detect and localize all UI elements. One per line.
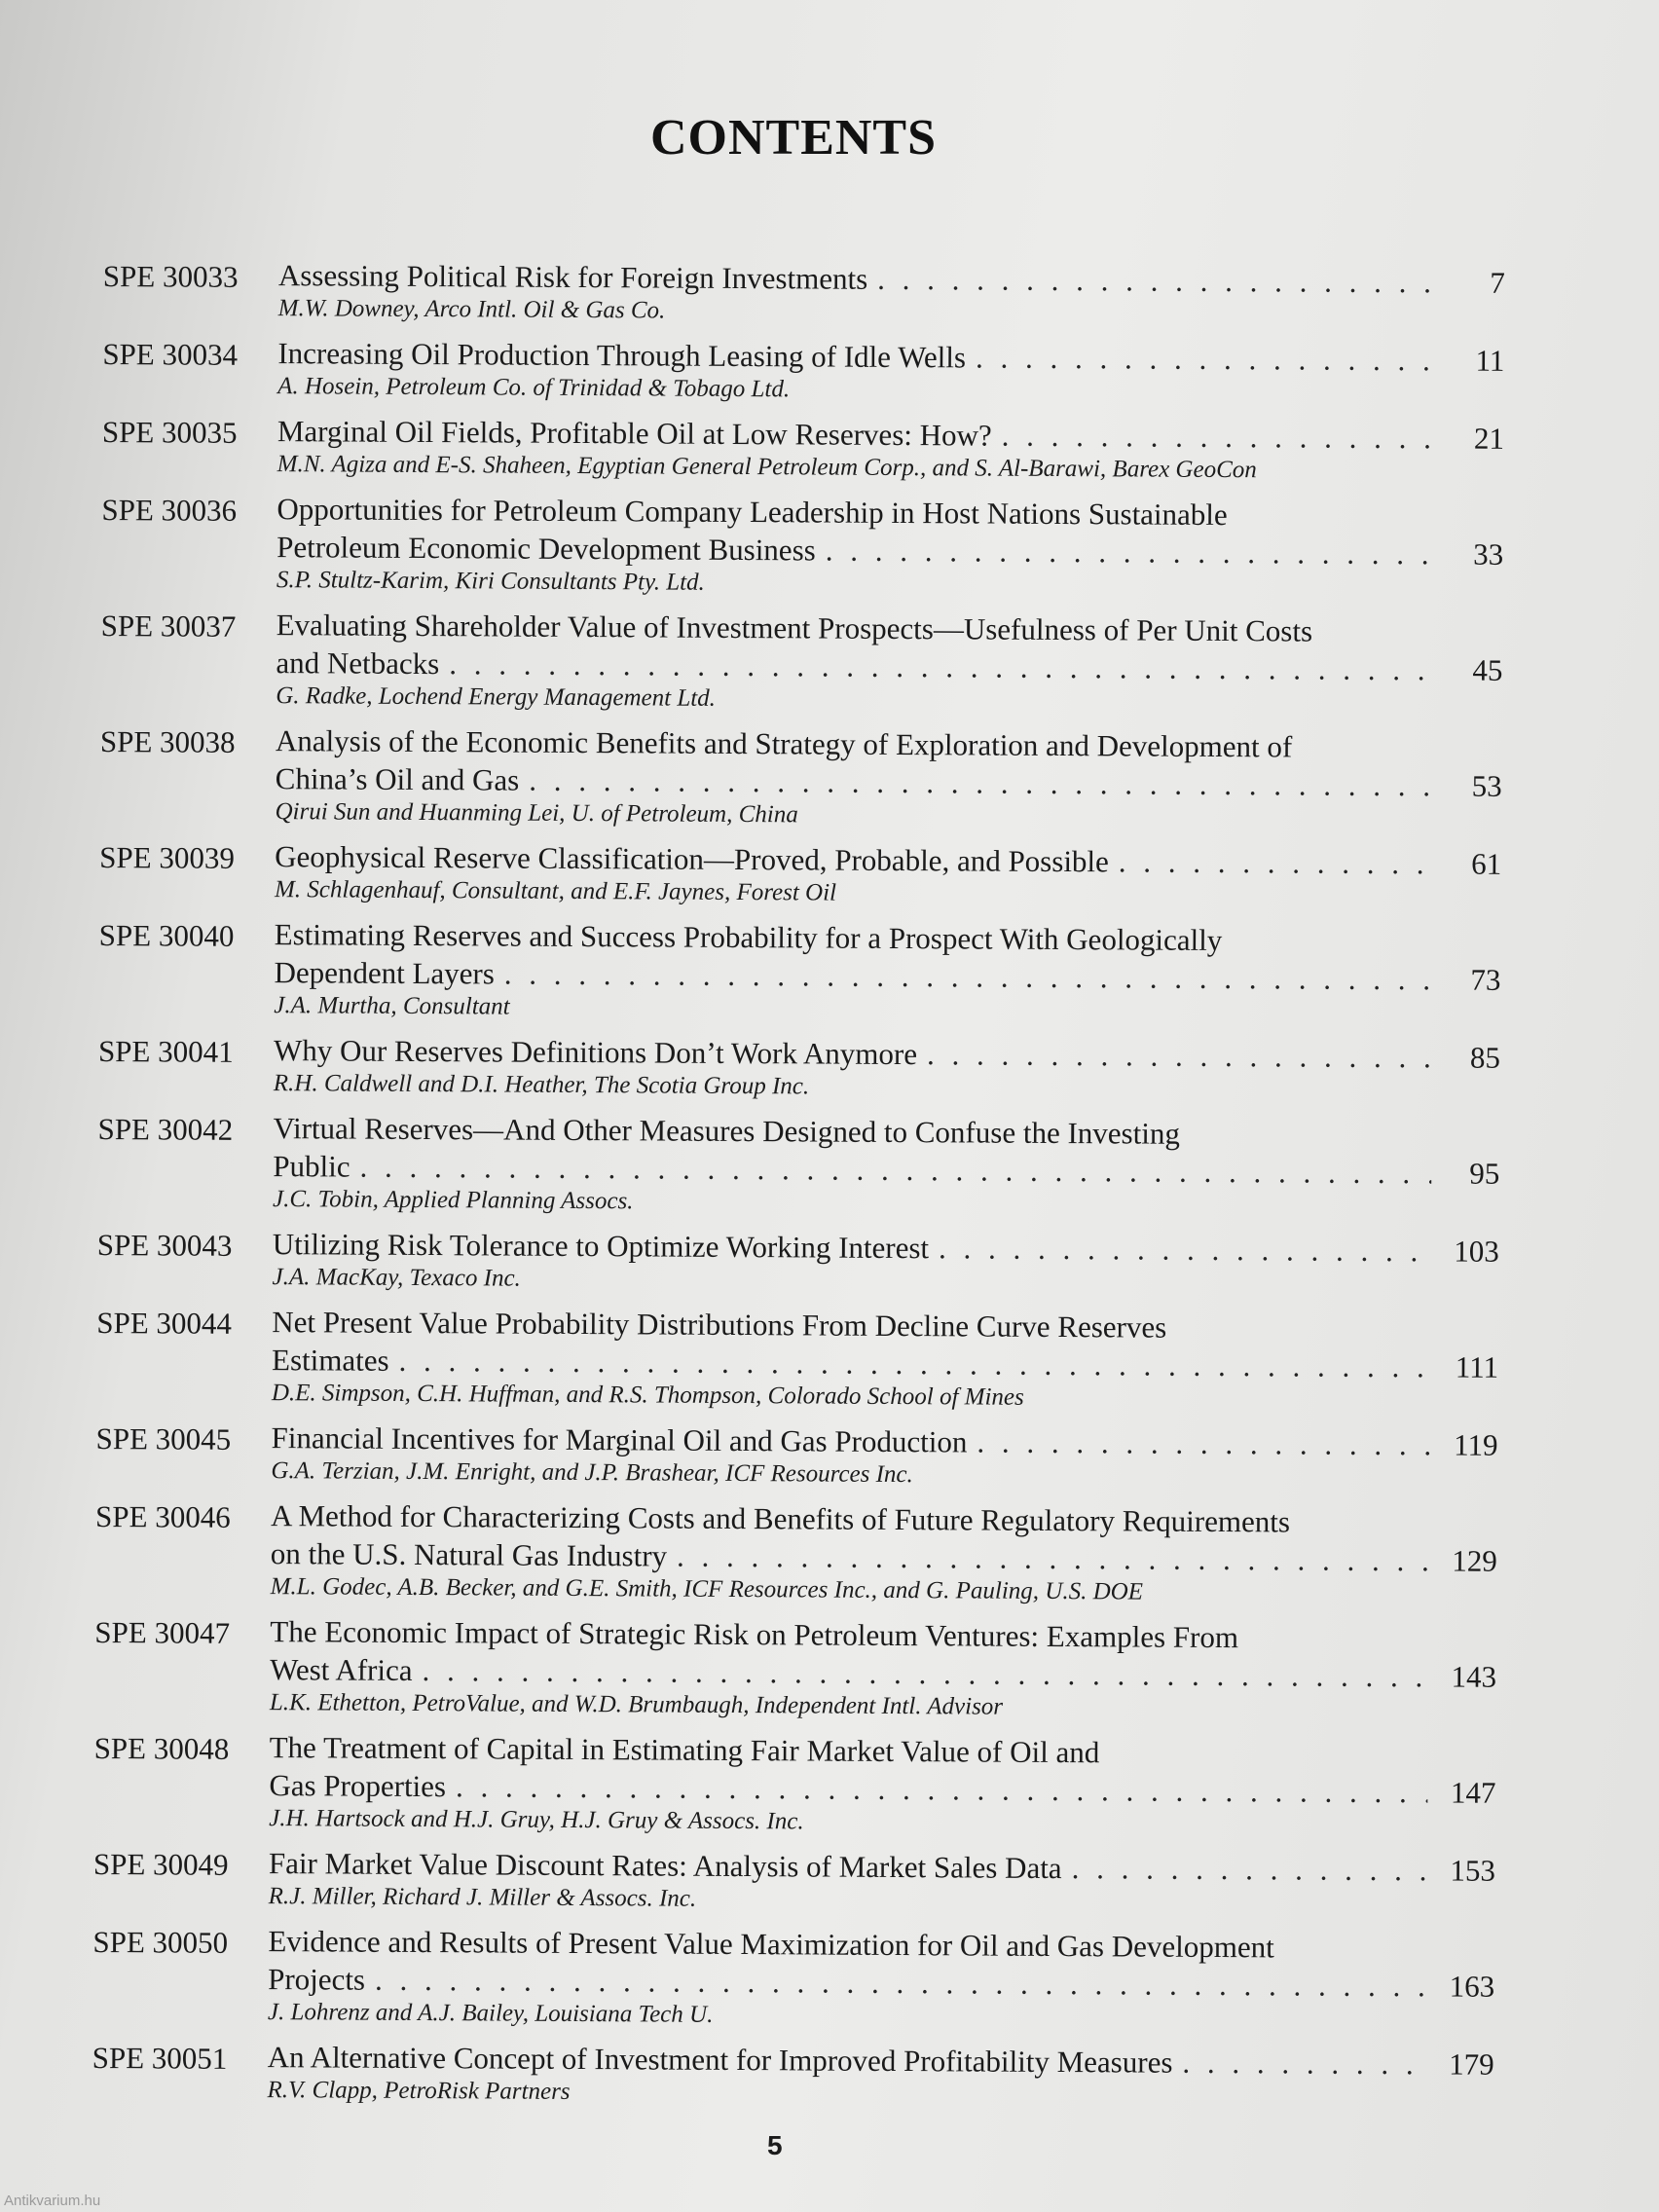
paper-code: SPE 30048 — [93, 1730, 230, 1766]
toc-entry — [92, 2037, 1493, 2113]
paper-title-line: Virtual Reserves—And Other Measures Designed to Confuse the Investing — [273, 1111, 1181, 1151]
paper-title-line: Dependent Layers — [274, 955, 495, 991]
paper-code: SPE 30042 — [97, 1111, 234, 1147]
dot-leader — [359, 1148, 1431, 1193]
paper-code: SPE 30036 — [101, 492, 238, 528]
toc-entry — [92, 1921, 1495, 2035]
page-reference: 73 — [1470, 962, 1501, 997]
dot-leader — [877, 260, 1437, 302]
paper-authors: R.J. Miller, Richard J. Miller & Assocs. Inc. — [268, 1883, 697, 1912]
paper-authors: J.H. Hartsock and H.J. Gruy, H.J. Gruy & Assocs. Inc. — [269, 1805, 804, 1835]
toc-entry — [100, 605, 1503, 719]
paper-title-line: Estimating Reserves and Success Probability for a Prospect With Geologically — [274, 917, 1223, 958]
paper-authors: M. Schlagenhauf, Consultant, and E.F. Jaynes, Forest Oil — [274, 876, 837, 906]
paper-title-line: Petroleum Economic Development Business — [276, 530, 816, 568]
paper-title-line: Analysis of the Economic Benefits and Strategy of Exploration and Development of — [275, 723, 1293, 764]
paper-title-line: Fair Market Value Discount Rates: Analysis of Market Sales Data — [268, 1846, 1062, 1886]
toc-entry — [96, 1302, 1499, 1416]
dot-leader — [375, 1961, 1426, 2006]
page-reference: 179 — [1449, 2046, 1494, 2082]
toc-entry — [97, 1224, 1499, 1300]
toc-entry — [103, 255, 1505, 331]
paper-authors: M.L. Godec, A.B. Becker, and G.E. Smith, ICF Resources Inc., and G. Pauling, U.S. DOE — [270, 1573, 1144, 1605]
paper-code: SPE 30033 — [102, 258, 239, 294]
paper-title-line: and Netbacks — [276, 645, 440, 682]
paper-title-line: Geophysical Reserve Classification—Proved, Probable, and Possible — [275, 839, 1109, 879]
toc-entry — [95, 1495, 1498, 1609]
toc-entry — [99, 836, 1501, 912]
paper-authors: Qirui Sun and Huanming Lei, U. of Petroleum, China — [275, 798, 798, 829]
paper-code: SPE 30047 — [94, 1614, 231, 1650]
dot-leader — [1072, 1849, 1427, 1889]
paper-code: SPE 30051 — [92, 2040, 228, 2076]
paper-title-line: Why Our Reserves Definitions Don’t Work Anymore — [273, 1033, 918, 1072]
paper-authors: R.H. Caldwell and D.I. Heather, The Scotia Group Inc. — [273, 1070, 810, 1100]
paper-authors: G. Radke, Lochend Energy Management Ltd. — [276, 682, 717, 712]
paper-title-line: Utilizing Risk Tolerance to Optimize Working Interest — [272, 1227, 930, 1266]
paper-title-line: West Africa — [270, 1652, 413, 1687]
page-reference: 153 — [1450, 1853, 1495, 1888]
paper-title-line: Projects — [268, 1962, 366, 1997]
paper-title-line: Financial Incentives for Marginal Oil and Gas Production — [271, 1420, 968, 1459]
toc-entry — [102, 333, 1504, 409]
paper-code: SPE 30050 — [92, 1924, 229, 1960]
watermark-logo: Antikvarium.hu — [4, 2193, 101, 2209]
paper-code: SPE 30039 — [99, 839, 235, 875]
toc-entry — [97, 1108, 1500, 1222]
dot-leader — [1119, 842, 1434, 882]
paper-title-line: Gas Properties — [269, 1768, 447, 1804]
paper-code: SPE 30034 — [102, 336, 239, 372]
paper-authors: J. Lohrenz and A.J. Bailey, Louisiana Tech U. — [267, 1999, 714, 2028]
paper-authors: M.W. Downey, Arco Intl. Oil & Gas Co. — [277, 295, 666, 324]
paper-authors: J.A. MacKay, Texaco Inc. — [272, 1264, 521, 1292]
dot-leader — [977, 1423, 1429, 1464]
toc-entry — [99, 720, 1502, 834]
paper-title-line: The Economic Impact of Strategic Risk on Petroleum Ventures: Examples From — [270, 1614, 1239, 1655]
paper-code: SPE 30046 — [94, 1498, 231, 1534]
page-reference: 33 — [1473, 536, 1504, 571]
page-reference: 21 — [1473, 421, 1504, 456]
paper-code: SPE 30035 — [101, 414, 238, 450]
page-reference: 119 — [1454, 1427, 1498, 1462]
paper-title-line: Estimates — [271, 1343, 389, 1378]
dot-leader — [826, 532, 1436, 573]
paper-title-line: Evaluating Shareholder Value of Investment Prospects—Usefulness of Per Unit Costs — [276, 608, 1313, 648]
paper-title-line: Marginal Oil Fields, Profitable Oil at Low Reserves: How? — [276, 414, 992, 453]
paper-title-line: Net Present Value Probability Distributions From Decline Curve Reserves — [272, 1305, 1167, 1345]
toc-entry — [93, 1843, 1495, 1919]
paper-authors: M.N. Agiza and E-S. Shaheen, Egyptian General Petroleum Corp., and S. Al-Barawi, Barex GeoCon — [276, 451, 1257, 484]
paper-code: SPE 30049 — [92, 1846, 229, 1882]
page-reference: 103 — [1454, 1234, 1499, 1269]
paper-code: SPE 30037 — [100, 608, 237, 644]
dot-leader — [927, 1035, 1432, 1076]
paper-title-line: Public — [273, 1149, 350, 1184]
dot-leader — [456, 1767, 1428, 1811]
paper-title-line: on the U.S. Natural Gas Industry — [270, 1536, 668, 1573]
paper-code: SPE 30045 — [95, 1420, 232, 1456]
page-reference: 7 — [1490, 265, 1505, 300]
dot-leader — [449, 645, 1434, 688]
toc-entry — [98, 914, 1501, 1028]
page-reference: 147 — [1450, 1775, 1496, 1810]
dot-leader — [1182, 2044, 1425, 2083]
paper-authors: J.C. Tobin, Applied Planning Assocs. — [272, 1186, 634, 1215]
paper-title-line: The Treatment of Capital in Estimating Fair Market Value of Oil and — [269, 1730, 1100, 1770]
dot-leader — [422, 1651, 1428, 1695]
paper-code: SPE 30038 — [99, 723, 236, 759]
paper-code: SPE 30043 — [96, 1227, 233, 1263]
dot-leader — [976, 338, 1437, 379]
page-reference: 85 — [1469, 1040, 1501, 1075]
page-reference: 129 — [1452, 1543, 1497, 1578]
toc-entry — [98, 1030, 1500, 1106]
paper-title-line: Evidence and Results of Present Value Maximization for Oil and Gas Development — [268, 1924, 1274, 1965]
page-title: CONTENTS — [649, 110, 938, 166]
paper-title-line: China’s Oil and Gas — [275, 761, 520, 797]
paper-authors: L.K. Ethetton, PetroValue, and W.D. Brumbaugh, Independent Intl. Advisor — [269, 1689, 1004, 1720]
toc-entry — [101, 489, 1504, 603]
paper-code: SPE 30044 — [96, 1305, 233, 1341]
paper-authors: G.A. Terzian, J.M. Enright, and J.P. Brashear, ICF Resources Inc. — [271, 1457, 913, 1489]
page-number: 5 — [767, 2130, 783, 2160]
paper-title-line: Assessing Political Risk for Foreign Investments — [277, 258, 868, 296]
dot-leader — [398, 1342, 1430, 1385]
page-reference: 45 — [1472, 652, 1503, 687]
paper-authors: R.V. Clapp, PetroRisk Partners — [267, 2077, 571, 2105]
paper-authors: A. Hosein, Petroleum Co. of Trinidad & Tobago Ltd. — [277, 373, 791, 403]
paper-authors: J.A. Murtha, Consultant — [274, 992, 510, 1020]
page-reference: 95 — [1469, 1156, 1500, 1191]
paper-code: SPE 30040 — [98, 917, 235, 953]
toc-entry — [102, 411, 1504, 487]
paper-authors: D.E. Simpson, C.H. Huffman, and R.S. Thompson, Colorado School of Mines — [271, 1380, 1024, 1411]
paper-authors: S.P. Stultz-Karim, Kiri Consultants Pty. Ltd. — [276, 567, 705, 596]
page-reference: 111 — [1455, 1349, 1499, 1384]
dot-leader — [1002, 417, 1436, 458]
toc-entry — [94, 1611, 1497, 1725]
paper-title-line: Opportunities for Petroleum Company Leadership in Host Nations Sustainable — [276, 492, 1228, 533]
paper-title-line: A Method for Characterizing Costs and Benefits of Future Regulatory Requirements — [270, 1498, 1291, 1539]
page-reference: 61 — [1471, 846, 1502, 881]
page-reference: 163 — [1449, 1969, 1495, 2004]
toc-entry — [95, 1418, 1497, 1493]
dot-leader — [677, 1537, 1429, 1580]
dot-leader — [504, 955, 1433, 999]
dot-leader — [529, 761, 1434, 805]
page-reference: 11 — [1475, 343, 1505, 378]
table-of-contents — [92, 255, 1505, 2123]
paper-code: SPE 30041 — [97, 1033, 234, 1069]
page-reference: 143 — [1451, 1659, 1497, 1694]
paper-title-line: An Alternative Concept of Investment for Improved Profitability Measures — [267, 2040, 1173, 2080]
dot-leader — [939, 1229, 1431, 1270]
page-reference: 53 — [1471, 768, 1502, 803]
toc-entry — [93, 1727, 1496, 1841]
paper-title-line: Increasing Oil Production Through Leasing of Idle Wells — [277, 336, 967, 375]
